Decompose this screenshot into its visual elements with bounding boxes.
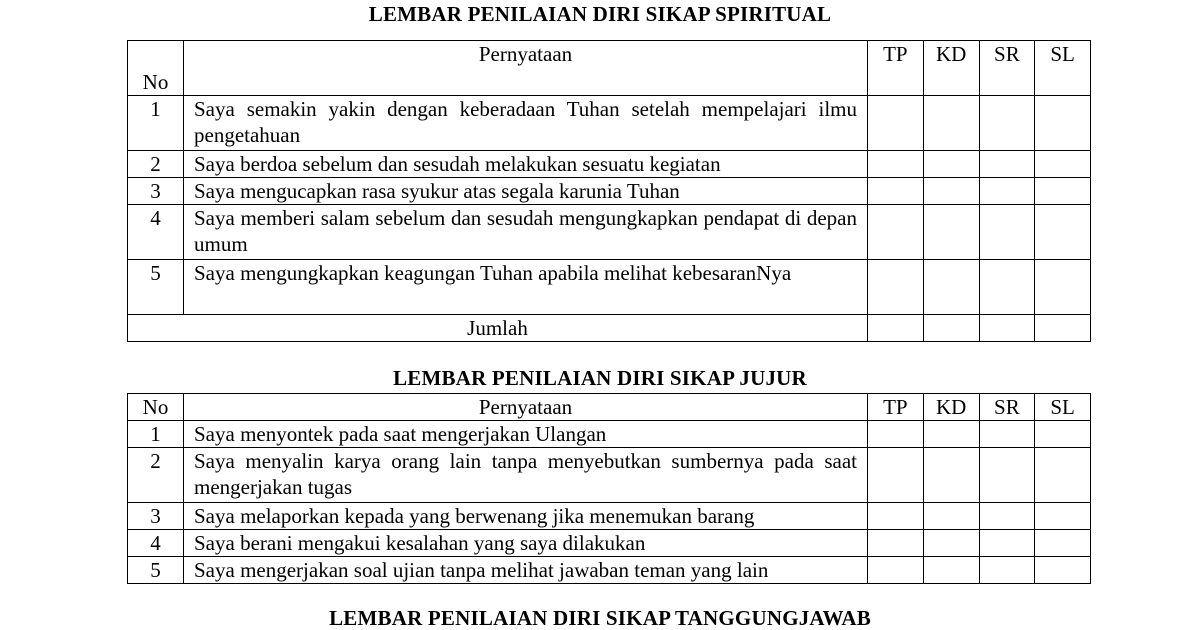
header-row: [128, 41, 1091, 96]
row-number: 3: [128, 503, 184, 530]
header-statement: Pernyataan: [184, 394, 868, 421]
score-cell-kd[interactable]: [923, 557, 979, 584]
table-row: [128, 530, 1091, 557]
header-sr: SR: [979, 41, 1035, 96]
score-cell-tp[interactable]: [868, 503, 924, 530]
header-kd: KD: [923, 41, 979, 96]
table-row: [128, 178, 1091, 205]
section-title-spiritual: LEMBAR PENILAIAN DIRI SIKAP SPIRITUAL: [368, 2, 832, 26]
score-cell-tp[interactable]: [868, 557, 924, 584]
score-cell-kd[interactable]: [923, 448, 979, 503]
score-cell-sl[interactable]: [1035, 557, 1091, 584]
score-cell-tp[interactable]: [868, 260, 924, 315]
score-cell-kd[interactable]: [923, 205, 979, 260]
header-sl: SL: [1035, 41, 1091, 96]
row-number: 4: [128, 205, 184, 260]
score-cell-kd[interactable]: [923, 503, 979, 530]
score-cell-sl[interactable]: [1035, 178, 1091, 205]
score-cell-sl[interactable]: [1035, 260, 1091, 315]
row-number: 2: [128, 151, 184, 178]
score-cell-sr[interactable]: [979, 557, 1035, 584]
score-cell-tp[interactable]: [868, 96, 924, 151]
score-cell-sl[interactable]: [1035, 503, 1091, 530]
header-row: [128, 394, 1091, 421]
score-cell-sr[interactable]: [979, 96, 1035, 151]
row-statement: Saya memberi salam sebelum dan sesudah mengungkapkan pendapat di depan umum: [184, 205, 868, 260]
score-cell-sl[interactable]: [1035, 96, 1091, 151]
score-cell-sl[interactable]: [1035, 421, 1091, 448]
score-cell-tp[interactable]: [868, 448, 924, 503]
score-cell-sr[interactable]: [979, 178, 1035, 205]
table-row: [128, 503, 1091, 530]
row-number: 1: [128, 96, 184, 151]
score-cell-tp[interactable]: [868, 205, 924, 260]
row-number: 5: [128, 557, 184, 584]
score-cell-sr[interactable]: [979, 260, 1035, 315]
row-statement: Saya berani mengakui kesalahan yang saya dilakukan: [184, 530, 868, 557]
score-cell-kd[interactable]: [923, 96, 979, 151]
score-cell-sr[interactable]: [979, 530, 1035, 557]
table-row: [128, 96, 1091, 151]
table-row: [128, 205, 1091, 260]
header-kd: KD: [923, 394, 979, 421]
table-row: [128, 421, 1091, 448]
row-statement: Saya menyontek pada saat mengerjakan Ulangan: [184, 421, 868, 448]
footer-row: [128, 315, 1091, 342]
total-cell-sl[interactable]: [1035, 315, 1091, 342]
row-statement: Saya mengungkapkan keagungan Tuhan apabila melihat kebesaranNya: [184, 260, 868, 315]
score-cell-tp[interactable]: [868, 530, 924, 557]
row-statement: Saya melaporkan kepada yang berwenang jika menemukan barang: [184, 503, 868, 530]
score-cell-tp[interactable]: [868, 178, 924, 205]
score-cell-kd[interactable]: [923, 530, 979, 557]
score-cell-sl[interactable]: [1035, 205, 1091, 260]
total-cell-tp[interactable]: [868, 315, 924, 342]
row-number: 3: [128, 178, 184, 205]
total-label: Jumlah: [128, 315, 868, 342]
row-number: 5: [128, 260, 184, 315]
total-cell-sr[interactable]: [979, 315, 1035, 342]
score-cell-tp[interactable]: [868, 151, 924, 178]
score-cell-sl[interactable]: [1035, 151, 1091, 178]
header-statement: Pernyataan: [184, 41, 868, 96]
row-statement: Saya semakin yakin dengan keberadaan Tuhan setelah mempelajari ilmu pengetahuan: [184, 96, 868, 151]
score-cell-tp[interactable]: [868, 421, 924, 448]
row-statement: Saya mengerjakan soal ujian tanpa melihat jawaban teman yang lain: [184, 557, 868, 584]
header-tp: TP: [868, 394, 924, 421]
header-sl: SL: [1035, 394, 1091, 421]
table-spiritual: [127, 40, 1091, 342]
score-cell-sr[interactable]: [979, 205, 1035, 260]
score-cell-kd[interactable]: [923, 178, 979, 205]
score-cell-sr[interactable]: [979, 151, 1035, 178]
score-cell-kd[interactable]: [923, 260, 979, 315]
row-number: 1: [128, 421, 184, 448]
table-row: [128, 151, 1091, 178]
score-cell-sr[interactable]: [979, 421, 1035, 448]
table-row: [128, 557, 1091, 584]
table-jujur: [127, 393, 1091, 584]
header-no: No: [128, 394, 184, 421]
table-row: [128, 260, 1091, 315]
header-no: No: [128, 41, 184, 96]
row-statement: Saya menyalin karya orang lain tanpa menyebutkan sumbernya pada saat mengerjakan tugas: [184, 448, 868, 503]
total-cell-kd[interactable]: [923, 315, 979, 342]
score-cell-kd[interactable]: [923, 421, 979, 448]
row-number: 2: [128, 448, 184, 503]
row-number: 4: [128, 530, 184, 557]
row-statement: Saya berdoa sebelum dan sesudah melakukan sesuatu kegiatan: [184, 151, 868, 178]
score-cell-sr[interactable]: [979, 503, 1035, 530]
section-title-tanggungjawab: LEMBAR PENILAIAN DIRI SIKAP TANGGUNGJAWAB: [329, 606, 871, 630]
section-title-jujur: LEMBAR PENILAIAN DIRI SIKAP JUJUR: [393, 366, 807, 390]
score-cell-sl[interactable]: [1035, 448, 1091, 503]
score-cell-sr[interactable]: [979, 448, 1035, 503]
score-cell-sl[interactable]: [1035, 530, 1091, 557]
row-statement: Saya mengucapkan rasa syukur atas segala karunia Tuhan: [184, 178, 868, 205]
score-cell-kd[interactable]: [923, 151, 979, 178]
table-row: [128, 448, 1091, 503]
header-tp: TP: [868, 41, 924, 96]
header-sr: SR: [979, 394, 1035, 421]
